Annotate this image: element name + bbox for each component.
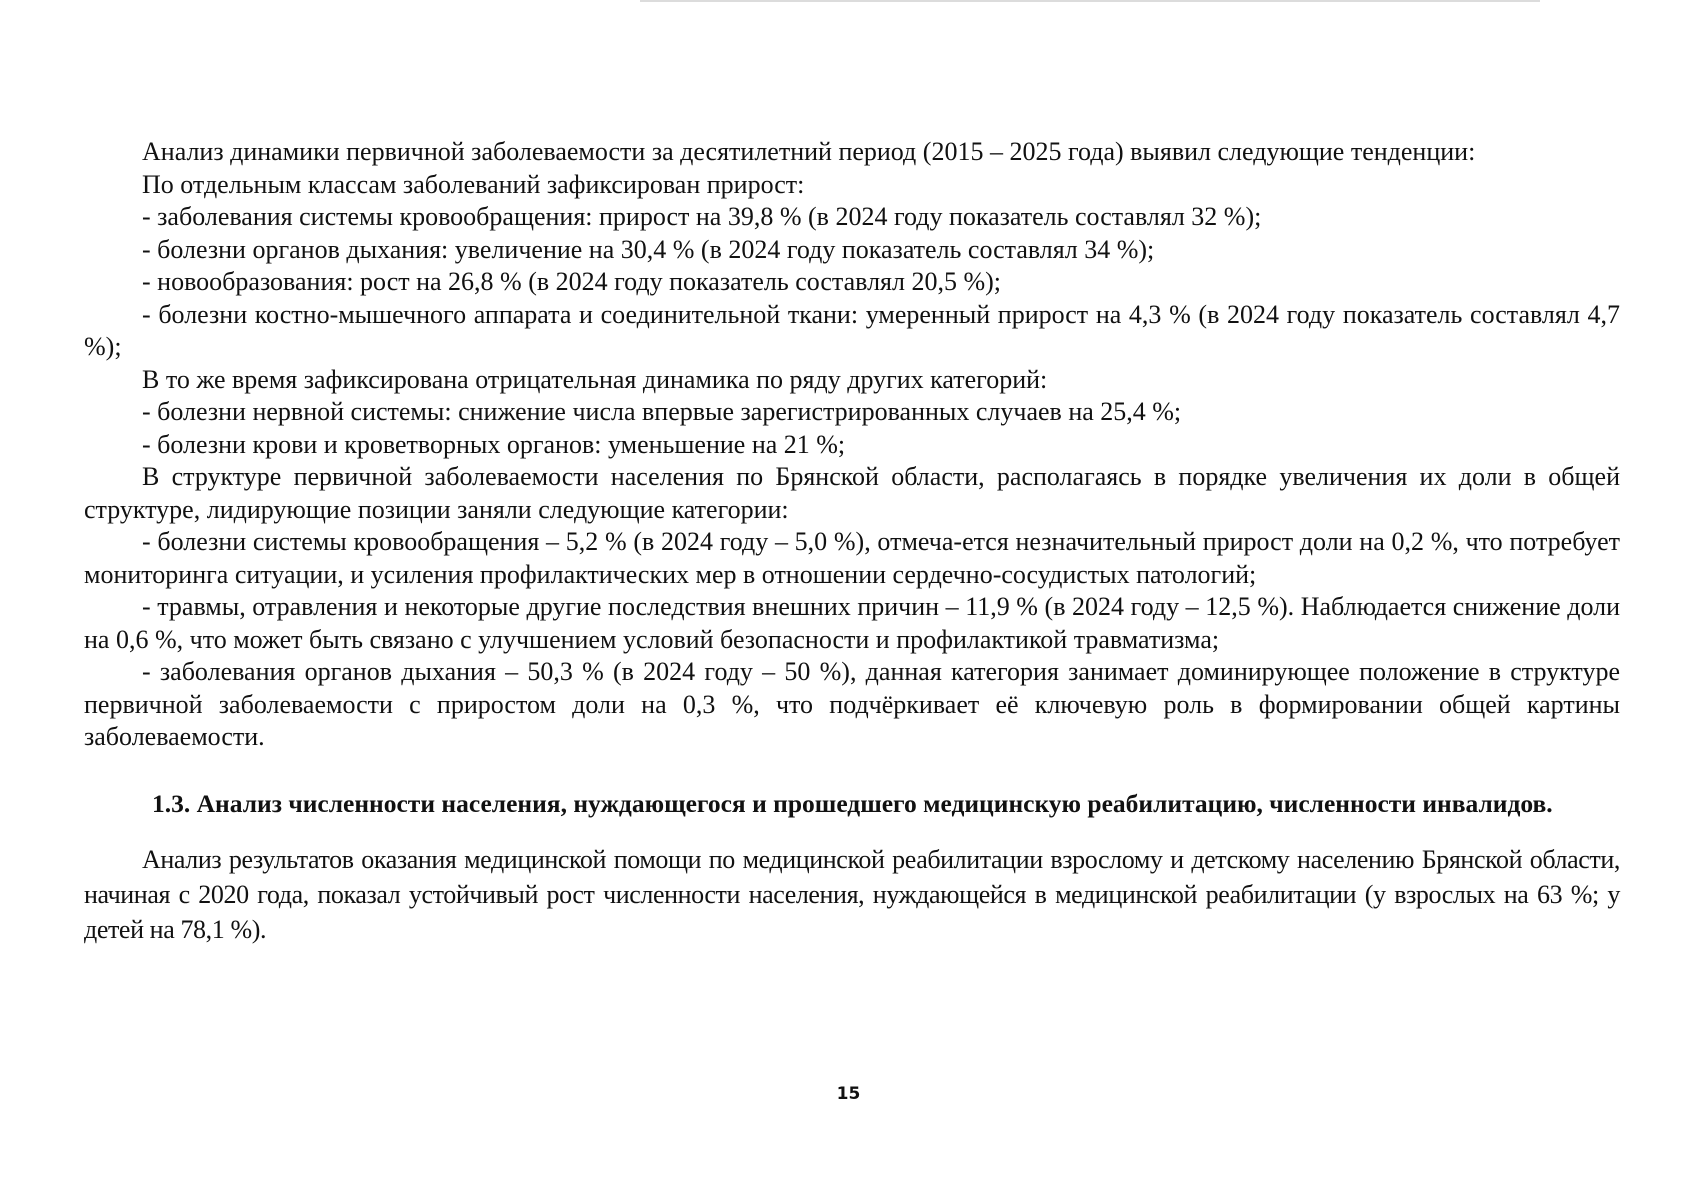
section-heading: 1.3. Анализ численности населения, нуждающегося и прошедшего медицинскую реабилитацию, численности инвалидов. [152,788,1553,818]
scan-edge-mark [640,0,1540,2]
list-item-circulatory: - заболевания системы кровообращения: прирост на 39,8 % (в 2024 году показатель составлял 32 %); [142,202,1262,231]
document-page [84,136,1620,947]
paragraph-intro: Анализ динамики первичной заболеваемости за десятилетний период (2015 – 2025 года) выявил следующие тенденции: [142,137,1476,166]
paragraph-negative-intro: В то же время зафиксирована отрицательная динамика по ряду других категорий: [142,364,1048,394]
paragraph-structure-intro: В структуре первичной заболеваемости населения по Брянской области, располагаясь в порядке увеличения их доли в общей структуре, лидирующие позиции заняли следующие категории: [84,462,1620,524]
paragraph-growth-intro: По отдельным классам заболеваний зафиксирован прирост: [142,169,805,199]
page-number: 15 [836,1084,861,1104]
list-item-neoplasms: - новообразования: рост на 26,8 % (в 2024 году показатель составлял 20,5 %); [142,267,1002,296]
list-item-respiratory: - болезни органов дыхания: увеличение на 30,4 % (в 2024 году показатель составлял 34 %); [142,234,1155,264]
list-item-structure-respiratory: - заболевания органов дыхания – 50,3 % (в 2024 году – 50 %), данная категория занимает доминирующее положение в структуре первичной заболеваемости с приростом доли на 0,3 %, что подчёркивает её ключевую роль в формировании общей картины заболеваемости. [84,657,1620,751]
paragraph-rehabilitation: Анализ результатов оказания медицинской помощи по медицинской реабилитации взрослому и детскому населению Брянской области, начиная с 2020 года, показал устойчивый рост численности населения, нуждающейся в медицинской реабилитации (у взрослых на 63 %; у детей на 78,1 %). [84,844,1620,944]
list-item-blood: - болезни крови и кроветворных органов: уменьшение на 21 %; [142,429,846,459]
list-item-nervous: - болезни нервной системы: снижение числа впервые зарегистрированных случаев на 25,4 %; [142,397,1182,426]
list-item-musculoskeletal: - болезни костно-мышечного аппарата и соединительной ткани: умеренный прирост на 4,3 % (в 2024 году показатель составлял 4,7 %); [84,299,1620,361]
list-item-structure-circulatory: - болезни системы кровообращения – 5,2 % (в 2024 году – 5,0 %), отмеча-ется незначительный прирост доли на 0,2 %, что потребует мониторинга ситуации, и усиления профилактических мер в отношении сердечно-сосудистых патологий; [84,527,1620,589]
list-item-structure-injuries: - травмы, отравления и некоторые другие последствия внешних причин – 11,9 % (в 2024 году – 12,5 %). Наблюдается снижение доли на 0,6 %, что может быть связано с улучшением условий безопасности и профилактикой травматизма; [84,592,1620,654]
